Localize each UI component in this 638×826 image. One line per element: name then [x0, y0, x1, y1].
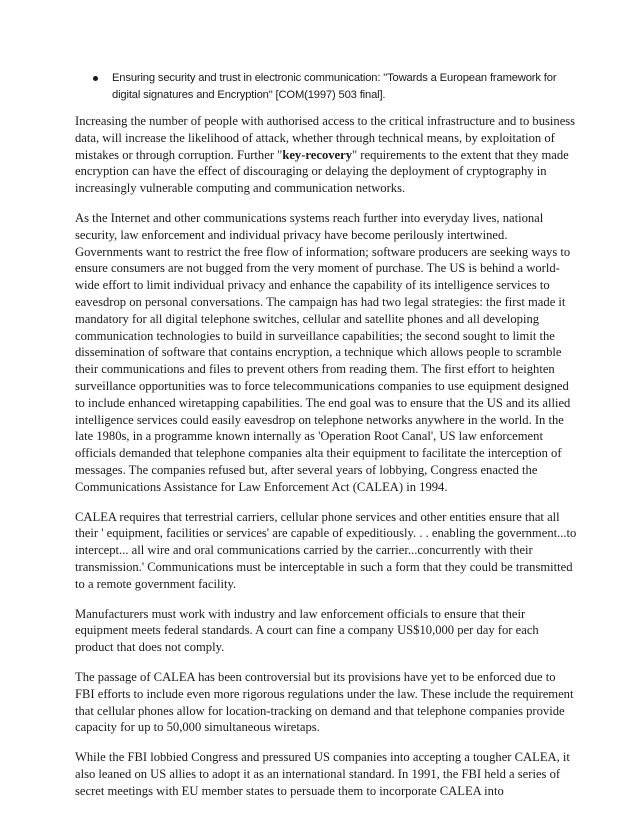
paragraph-surveillance-campaign: As the Internet and other communications systems reach further into everyday lives, national security, law enforcement and individual privacy have become perilously intertwined. Governments want to restrict the free flow of information; software producers are seeking ways to ensure consumers are not bugged from the very moment of purchase. The US is behind a world-wide effort to limit individual privacy and enhance the capability of its intelligence services to eavesdrop on personal conversations. The campaign has had two legal strategies: the first made it mandatory for all digital telephone switches, cellular and satellite phones and all developing communication technologies to build in surveillance capabilities; the second sought to limit the dissemination of software that contains encryption, a technique which allows people to scramble their communications and files to prevent others from reading them. The first effort to heighten surveillance opportunities was to force telecommunications companies to use equipment designed to include enhanced wiretapping capabilities. The end goal was to ensure that the US and its allied intelligence services could easily eavesdrop on telephone networks anywhere in the world. In the late 1980s, in a programme known internally as 'Operation Root Canal', US law enforcement officials demanded that telephone companies alta their equipment to facilitate the interception of messages. The companies refused but, after several years of lobbying, Congress enacted the Communications Assistance for Law Enforcement Act (CALEA) in 1994.: [75, 210, 571, 494]
bullet-dot-icon: [93, 76, 98, 81]
paragraph-text-after: " requirements to the extent that they made encryption can have the effect of discouraging or delaying the deployment of cryptography in increasingly vulnerable computing and communication networks.: [75, 147, 569, 196]
paragraph-calea-passage: The passage of CALEA has been controversial but its provisions have yet to be enforced due to FBI efforts to include even more rigorous regulations under the law. These include the requirement that cellular phones allow for location-tracking on demand and that telephone companies provide capacity for up to 50,000 simultaneous wiretaps.: [75, 669, 574, 735]
paragraph-calea-requirements: CALEA requires that terrestrial carriers, cellular phone services and other entities ensure that all their ' equipment, facilities or services' are capable of expeditiously. . . enabling the government...to intercept... all wire and oral communications carried by the carrier...concurrently with their transmission.' Communications must be interceptable in such a form that they could be transmitted to a remote government facility.: [75, 509, 577, 591]
key-recovery-term: key-recovery: [282, 147, 353, 162]
bullet-list: [75, 70, 578, 103]
paragraph-manufacturers: Manufacturers must work with industry and law enforcement officials to ensure that their equipment meets federal standards. A court can fine a company US$10,000 per day for each product that does not comply.: [75, 606, 539, 655]
bullet-text: Ensuring security and trust in electronic communication: "Towards a European framework for digital signatures and Encryption" [COM(1997) 503 final].: [112, 72, 557, 101]
paragraph-key-recovery: [75, 113, 578, 197]
paragraph-fbi-lobbying: While the FBI lobbied Congress and pressured US companies into accepting a tougher CALEA, it also leaned on US allies to adopt it as an international standard. In 1991, the FBI held a series of secret meetings with EU member states to persuade them to incorporate CALEA into: [75, 750, 570, 798]
bullet-item-com-1997-503: [75, 70, 578, 103]
paragraph-text-before: Increasing the number of people with authorised access to the critical infrastructure and to business data, will increase the likelihood of attack, whether through technical means, by exploitation of mistakes or through corruption. Further ": [75, 114, 576, 162]
